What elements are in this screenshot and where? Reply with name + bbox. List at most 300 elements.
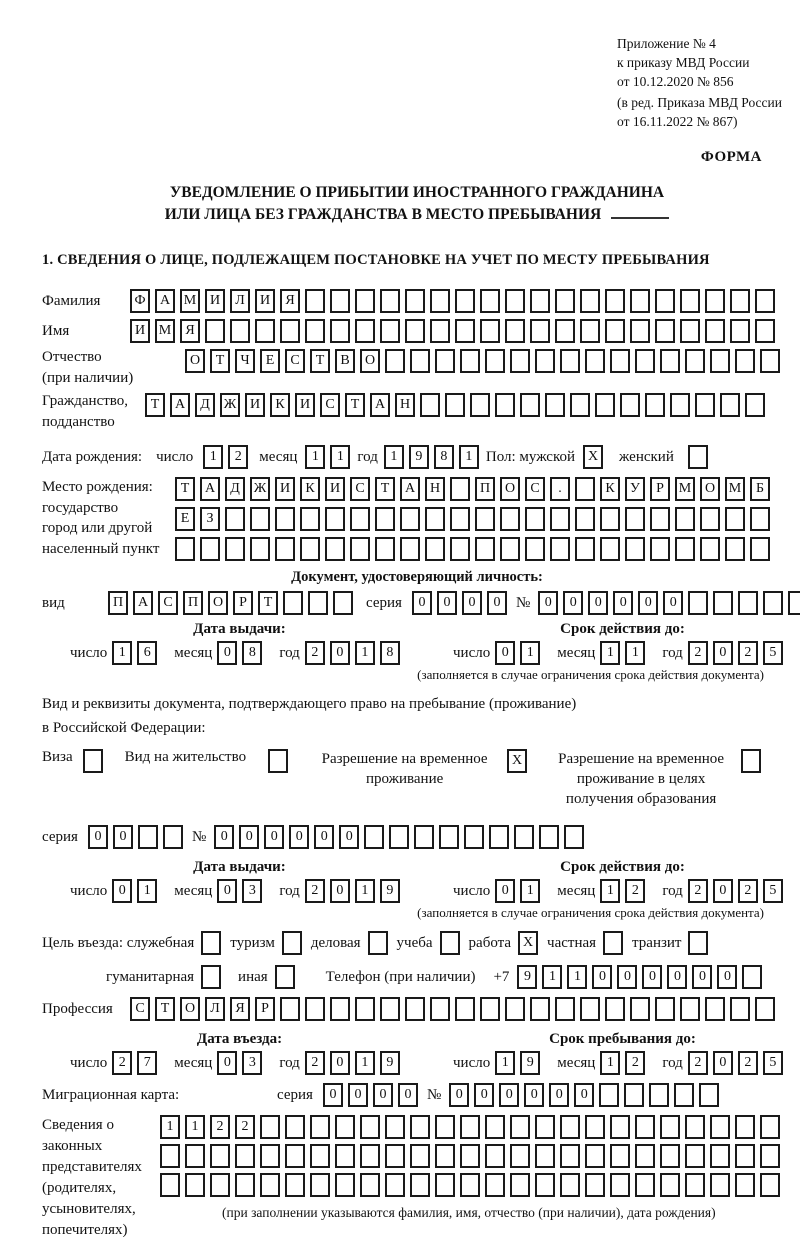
char-cell[interactable]: 1 <box>600 641 620 665</box>
char-cell[interactable] <box>725 507 745 531</box>
char-cell[interactable]: 0 <box>113 825 133 849</box>
char-cell[interactable] <box>460 349 480 373</box>
char-cell[interactable] <box>400 507 420 531</box>
char-cell[interactable]: И <box>295 393 315 417</box>
char-cell[interactable]: 2 <box>625 879 645 903</box>
char-cell[interactable] <box>660 1115 680 1139</box>
char-cell[interactable]: 2 <box>112 1051 132 1075</box>
char-cell[interactable] <box>364 825 384 849</box>
gender-female-checkbox[interactable] <box>688 445 708 469</box>
char-cell[interactable]: Т <box>210 349 230 373</box>
char-cell[interactable] <box>430 997 450 1021</box>
char-cell[interactable]: И <box>130 319 150 343</box>
char-cell[interactable] <box>405 289 425 313</box>
temp-residence-checkbox[interactable]: X <box>507 749 527 773</box>
char-cell[interactable]: 1 <box>542 965 562 989</box>
char-cell[interactable]: 1 <box>459 445 479 469</box>
char-cell[interactable] <box>205 319 225 343</box>
char-cell[interactable] <box>450 477 470 501</box>
char-cell[interactable] <box>750 507 770 531</box>
char-cell[interactable] <box>420 393 440 417</box>
char-cell[interactable] <box>675 537 695 561</box>
char-cell[interactable] <box>225 507 245 531</box>
char-cell[interactable] <box>560 1115 580 1139</box>
char-cell[interactable] <box>510 1144 530 1168</box>
char-cell[interactable]: 9 <box>380 879 400 903</box>
char-cell[interactable] <box>435 1144 455 1168</box>
char-cell[interactable] <box>300 537 320 561</box>
char-cell[interactable] <box>750 537 770 561</box>
char-cell[interactable] <box>389 825 409 849</box>
char-cell[interactable] <box>700 537 720 561</box>
purpose-transit-checkbox[interactable] <box>688 931 708 955</box>
char-cell[interactable] <box>713 591 733 615</box>
char-cell[interactable]: 0 <box>574 1083 594 1107</box>
char-cell[interactable]: 0 <box>538 591 558 615</box>
char-cell[interactable] <box>705 997 725 1021</box>
char-cell[interactable] <box>699 1083 719 1107</box>
char-cell[interactable] <box>495 393 515 417</box>
char-cell[interactable] <box>260 1144 280 1168</box>
char-cell[interactable]: Т <box>345 393 365 417</box>
char-cell[interactable] <box>685 349 705 373</box>
char-cell[interactable] <box>210 1173 230 1197</box>
char-cell[interactable] <box>710 1144 730 1168</box>
char-cell[interactable]: 0 <box>524 1083 544 1107</box>
char-cell[interactable] <box>535 1144 555 1168</box>
char-cell[interactable] <box>310 1173 330 1197</box>
char-cell[interactable] <box>580 319 600 343</box>
char-cell[interactable]: О <box>500 477 520 501</box>
char-cell[interactable] <box>425 537 445 561</box>
char-cell[interactable] <box>380 997 400 1021</box>
char-cell[interactable]: О <box>180 997 200 1021</box>
char-cell[interactable] <box>510 1173 530 1197</box>
char-cell[interactable] <box>380 319 400 343</box>
char-cell[interactable]: 0 <box>330 1051 350 1075</box>
char-cell[interactable] <box>385 1115 405 1139</box>
char-cell[interactable] <box>160 1173 180 1197</box>
char-cell[interactable]: 0 <box>499 1083 519 1107</box>
char-cell[interactable]: 1 <box>355 879 375 903</box>
char-cell[interactable]: 9 <box>517 965 537 989</box>
char-cell[interactable] <box>660 1144 680 1168</box>
char-cell[interactable] <box>530 997 550 1021</box>
char-cell[interactable]: А <box>170 393 190 417</box>
char-cell[interactable]: А <box>370 393 390 417</box>
char-cell[interactable] <box>742 965 762 989</box>
char-cell[interactable] <box>705 319 725 343</box>
char-cell[interactable]: 0 <box>398 1083 418 1107</box>
char-cell[interactable] <box>580 289 600 313</box>
char-cell[interactable]: 0 <box>613 591 633 615</box>
char-cell[interactable]: К <box>600 477 620 501</box>
char-cell[interactable]: 2 <box>738 1051 758 1075</box>
char-cell[interactable] <box>535 1173 555 1197</box>
char-cell[interactable] <box>510 349 530 373</box>
char-cell[interactable] <box>200 537 220 561</box>
char-cell[interactable] <box>285 1144 305 1168</box>
char-cell[interactable] <box>305 319 325 343</box>
char-cell[interactable] <box>630 319 650 343</box>
char-cell[interactable] <box>505 997 525 1021</box>
char-cell[interactable] <box>580 997 600 1021</box>
char-cell[interactable] <box>545 393 565 417</box>
char-cell[interactable]: 1 <box>203 445 223 469</box>
purpose-private-checkbox[interactable] <box>603 931 623 955</box>
char-cell[interactable] <box>385 1144 405 1168</box>
char-cell[interactable]: 9 <box>409 445 429 469</box>
char-cell[interactable]: Я <box>180 319 200 343</box>
char-cell[interactable] <box>360 1115 380 1139</box>
char-cell[interactable] <box>308 591 328 615</box>
char-cell[interactable]: Т <box>375 477 395 501</box>
char-cell[interactable]: 0 <box>373 1083 393 1107</box>
char-cell[interactable]: 0 <box>330 641 350 665</box>
char-cell[interactable]: 0 <box>667 965 687 989</box>
char-cell[interactable]: Н <box>425 477 445 501</box>
char-cell[interactable] <box>310 1115 330 1139</box>
char-cell[interactable] <box>330 319 350 343</box>
char-cell[interactable]: 0 <box>88 825 108 849</box>
char-cell[interactable]: Ж <box>250 477 270 501</box>
char-cell[interactable]: С <box>285 349 305 373</box>
char-cell[interactable]: 0 <box>642 965 662 989</box>
char-cell[interactable] <box>674 1083 694 1107</box>
char-cell[interactable] <box>185 1173 205 1197</box>
char-cell[interactable] <box>325 507 345 531</box>
char-cell[interactable]: . <box>550 477 570 501</box>
char-cell[interactable]: Д <box>225 477 245 501</box>
char-cell[interactable] <box>175 537 195 561</box>
char-cell[interactable] <box>680 997 700 1021</box>
char-cell[interactable] <box>680 289 700 313</box>
char-cell[interactable] <box>480 319 500 343</box>
char-cell[interactable]: К <box>270 393 290 417</box>
char-cell[interactable] <box>250 507 270 531</box>
char-cell[interactable] <box>585 349 605 373</box>
char-cell[interactable] <box>595 393 615 417</box>
char-cell[interactable]: Д <box>195 393 215 417</box>
char-cell[interactable]: 1 <box>160 1115 180 1139</box>
char-cell[interactable]: 0 <box>592 965 612 989</box>
char-cell[interactable] <box>700 507 720 531</box>
char-cell[interactable] <box>485 349 505 373</box>
char-cell[interactable]: 0 <box>412 591 432 615</box>
char-cell[interactable] <box>475 507 495 531</box>
char-cell[interactable]: И <box>325 477 345 501</box>
char-cell[interactable] <box>635 349 655 373</box>
char-cell[interactable] <box>285 1173 305 1197</box>
char-cell[interactable] <box>255 319 275 343</box>
purpose-business-checkbox[interactable] <box>368 931 388 955</box>
char-cell[interactable] <box>435 1115 455 1139</box>
char-cell[interactable]: К <box>300 477 320 501</box>
char-cell[interactable]: 0 <box>239 825 259 849</box>
char-cell[interactable] <box>530 289 550 313</box>
char-cell[interactable] <box>635 1144 655 1168</box>
char-cell[interactable]: 2 <box>305 1051 325 1075</box>
char-cell[interactable]: 0 <box>487 591 507 615</box>
char-cell[interactable]: 0 <box>217 1051 237 1075</box>
char-cell[interactable] <box>280 997 300 1021</box>
char-cell[interactable] <box>730 319 750 343</box>
char-cell[interactable] <box>550 537 570 561</box>
char-cell[interactable]: 0 <box>713 1051 733 1075</box>
char-cell[interactable] <box>720 393 740 417</box>
char-cell[interactable]: 0 <box>112 879 132 903</box>
char-cell[interactable] <box>570 393 590 417</box>
char-cell[interactable] <box>760 349 780 373</box>
char-cell[interactable] <box>355 997 375 1021</box>
char-cell[interactable]: Р <box>233 591 253 615</box>
char-cell[interactable] <box>283 591 303 615</box>
char-cell[interactable]: 0 <box>214 825 234 849</box>
char-cell[interactable] <box>525 537 545 561</box>
char-cell[interactable] <box>655 289 675 313</box>
char-cell[interactable]: Т <box>145 393 165 417</box>
char-cell[interactable]: А <box>133 591 153 615</box>
char-cell[interactable] <box>514 825 534 849</box>
char-cell[interactable] <box>705 289 725 313</box>
char-cell[interactable]: 5 <box>763 1051 783 1075</box>
char-cell[interactable] <box>360 1173 380 1197</box>
purpose-tourism-checkbox[interactable] <box>282 931 302 955</box>
char-cell[interactable] <box>485 1115 505 1139</box>
char-cell[interactable] <box>555 289 575 313</box>
char-cell[interactable] <box>688 591 708 615</box>
char-cell[interactable] <box>480 997 500 1021</box>
char-cell[interactable]: П <box>475 477 495 501</box>
char-cell[interactable] <box>600 537 620 561</box>
char-cell[interactable]: М <box>675 477 695 501</box>
char-cell[interactable] <box>280 319 300 343</box>
char-cell[interactable]: Я <box>280 289 300 313</box>
char-cell[interactable] <box>435 349 455 373</box>
char-cell[interactable] <box>310 1144 330 1168</box>
char-cell[interactable]: 8 <box>242 641 262 665</box>
char-cell[interactable] <box>745 393 765 417</box>
char-cell[interactable]: С <box>350 477 370 501</box>
purpose-official-checkbox[interactable] <box>201 931 221 955</box>
char-cell[interactable] <box>564 825 584 849</box>
char-cell[interactable]: 0 <box>717 965 737 989</box>
char-cell[interactable] <box>585 1144 605 1168</box>
char-cell[interactable] <box>655 319 675 343</box>
char-cell[interactable] <box>439 825 459 849</box>
char-cell[interactable]: 0 <box>495 879 515 903</box>
char-cell[interactable]: 1 <box>567 965 587 989</box>
char-cell[interactable] <box>330 997 350 1021</box>
char-cell[interactable] <box>630 289 650 313</box>
purpose-other-checkbox[interactable] <box>275 965 295 989</box>
char-cell[interactable]: 0 <box>462 591 482 615</box>
char-cell[interactable]: И <box>255 289 275 313</box>
char-cell[interactable]: О <box>700 477 720 501</box>
char-cell[interactable] <box>575 507 595 531</box>
char-cell[interactable]: 0 <box>617 965 637 989</box>
char-cell[interactable] <box>680 319 700 343</box>
char-cell[interactable]: П <box>183 591 203 615</box>
char-cell[interactable] <box>560 349 580 373</box>
char-cell[interactable] <box>725 537 745 561</box>
char-cell[interactable]: З <box>200 507 220 531</box>
char-cell[interactable] <box>755 319 775 343</box>
char-cell[interactable]: 2 <box>305 641 325 665</box>
char-cell[interactable]: Т <box>310 349 330 373</box>
char-cell[interactable] <box>610 1115 630 1139</box>
char-cell[interactable] <box>710 349 730 373</box>
char-cell[interactable]: Е <box>175 507 195 531</box>
char-cell[interactable] <box>355 289 375 313</box>
char-cell[interactable]: Т <box>258 591 278 615</box>
char-cell[interactable]: 9 <box>520 1051 540 1075</box>
char-cell[interactable]: 0 <box>549 1083 569 1107</box>
char-cell[interactable]: С <box>130 997 150 1021</box>
char-cell[interactable]: 0 <box>339 825 359 849</box>
char-cell[interactable]: 0 <box>437 591 457 615</box>
temp-residence-edu-checkbox[interactable] <box>741 749 761 773</box>
char-cell[interactable] <box>685 1115 705 1139</box>
char-cell[interactable]: 5 <box>763 879 783 903</box>
char-cell[interactable] <box>635 1115 655 1139</box>
char-cell[interactable]: О <box>185 349 205 373</box>
char-cell[interactable] <box>555 997 575 1021</box>
char-cell[interactable]: 0 <box>713 641 733 665</box>
char-cell[interactable]: Н <box>395 393 415 417</box>
char-cell[interactable]: М <box>725 477 745 501</box>
char-cell[interactable] <box>735 1173 755 1197</box>
char-cell[interactable]: 0 <box>495 641 515 665</box>
char-cell[interactable] <box>235 1173 255 1197</box>
char-cell[interactable]: 2 <box>625 1051 645 1075</box>
char-cell[interactable] <box>695 393 715 417</box>
char-cell[interactable] <box>685 1144 705 1168</box>
char-cell[interactable] <box>400 537 420 561</box>
char-cell[interactable] <box>560 1173 580 1197</box>
char-cell[interactable] <box>185 1144 205 1168</box>
char-cell[interactable]: 2 <box>235 1115 255 1139</box>
char-cell[interactable] <box>650 507 670 531</box>
char-cell[interactable]: 8 <box>434 445 454 469</box>
char-cell[interactable] <box>305 289 325 313</box>
char-cell[interactable]: 1 <box>137 879 157 903</box>
char-cell[interactable]: 5 <box>763 641 783 665</box>
char-cell[interactable]: 1 <box>495 1051 515 1075</box>
char-cell[interactable] <box>160 1144 180 1168</box>
char-cell[interactable] <box>649 1083 669 1107</box>
char-cell[interactable]: И <box>245 393 265 417</box>
char-cell[interactable]: 0 <box>638 591 658 615</box>
char-cell[interactable] <box>560 1144 580 1168</box>
char-cell[interactable] <box>410 1144 430 1168</box>
visa-checkbox[interactable] <box>83 749 103 773</box>
char-cell[interactable] <box>575 477 595 501</box>
char-cell[interactable] <box>525 507 545 531</box>
char-cell[interactable] <box>655 997 675 1021</box>
char-cell[interactable]: И <box>275 477 295 501</box>
char-cell[interactable]: О <box>360 349 380 373</box>
char-cell[interactable] <box>360 1144 380 1168</box>
char-cell[interactable] <box>470 393 490 417</box>
char-cell[interactable]: 7 <box>137 1051 157 1075</box>
char-cell[interactable] <box>485 1173 505 1197</box>
char-cell[interactable]: 0 <box>323 1083 343 1107</box>
char-cell[interactable]: 0 <box>563 591 583 615</box>
char-cell[interactable]: Т <box>175 477 195 501</box>
char-cell[interactable]: 9 <box>380 1051 400 1075</box>
char-cell[interactable]: А <box>200 477 220 501</box>
char-cell[interactable]: Ф <box>130 289 150 313</box>
purpose-study-checkbox[interactable] <box>440 931 460 955</box>
char-cell[interactable]: 0 <box>314 825 334 849</box>
char-cell[interactable] <box>450 507 470 531</box>
char-cell[interactable] <box>620 393 640 417</box>
char-cell[interactable] <box>380 289 400 313</box>
char-cell[interactable] <box>760 1144 780 1168</box>
char-cell[interactable] <box>460 1144 480 1168</box>
char-cell[interactable]: 1 <box>520 879 540 903</box>
char-cell[interactable] <box>335 1115 355 1139</box>
char-cell[interactable] <box>350 507 370 531</box>
char-cell[interactable] <box>450 537 470 561</box>
char-cell[interactable] <box>500 507 520 531</box>
char-cell[interactable] <box>414 825 434 849</box>
char-cell[interactable] <box>535 349 555 373</box>
char-cell[interactable] <box>489 825 509 849</box>
char-cell[interactable] <box>730 289 750 313</box>
char-cell[interactable] <box>605 997 625 1021</box>
char-cell[interactable] <box>430 319 450 343</box>
char-cell[interactable]: 0 <box>217 879 237 903</box>
char-cell[interactable] <box>355 319 375 343</box>
char-cell[interactable]: 1 <box>355 1051 375 1075</box>
char-cell[interactable]: 1 <box>625 641 645 665</box>
char-cell[interactable] <box>275 507 295 531</box>
char-cell[interactable] <box>625 537 645 561</box>
char-cell[interactable]: 0 <box>217 641 237 665</box>
char-cell[interactable] <box>250 537 270 561</box>
char-cell[interactable] <box>425 507 445 531</box>
char-cell[interactable]: 0 <box>663 591 683 615</box>
char-cell[interactable] <box>575 537 595 561</box>
gender-male-checkbox[interactable]: X <box>583 445 603 469</box>
char-cell[interactable] <box>335 1173 355 1197</box>
char-cell[interactable]: Б <box>750 477 770 501</box>
char-cell[interactable]: А <box>155 289 175 313</box>
char-cell[interactable] <box>755 997 775 1021</box>
char-cell[interactable] <box>625 507 645 531</box>
char-cell[interactable] <box>735 1144 755 1168</box>
char-cell[interactable] <box>505 289 525 313</box>
char-cell[interactable] <box>375 537 395 561</box>
char-cell[interactable] <box>464 825 484 849</box>
char-cell[interactable] <box>650 537 670 561</box>
char-cell[interactable]: 1 <box>355 641 375 665</box>
char-cell[interactable]: С <box>158 591 178 615</box>
char-cell[interactable]: У <box>625 477 645 501</box>
char-cell[interactable] <box>610 1173 630 1197</box>
char-cell[interactable] <box>760 1115 780 1139</box>
residence-permit-checkbox[interactable] <box>268 749 288 773</box>
char-cell[interactable] <box>480 289 500 313</box>
char-cell[interactable] <box>635 1173 655 1197</box>
char-cell[interactable] <box>624 1083 644 1107</box>
char-cell[interactable]: 6 <box>137 641 157 665</box>
purpose-humanitarian-checkbox[interactable] <box>201 965 221 989</box>
char-cell[interactable]: 0 <box>474 1083 494 1107</box>
char-cell[interactable]: 3 <box>242 1051 262 1075</box>
